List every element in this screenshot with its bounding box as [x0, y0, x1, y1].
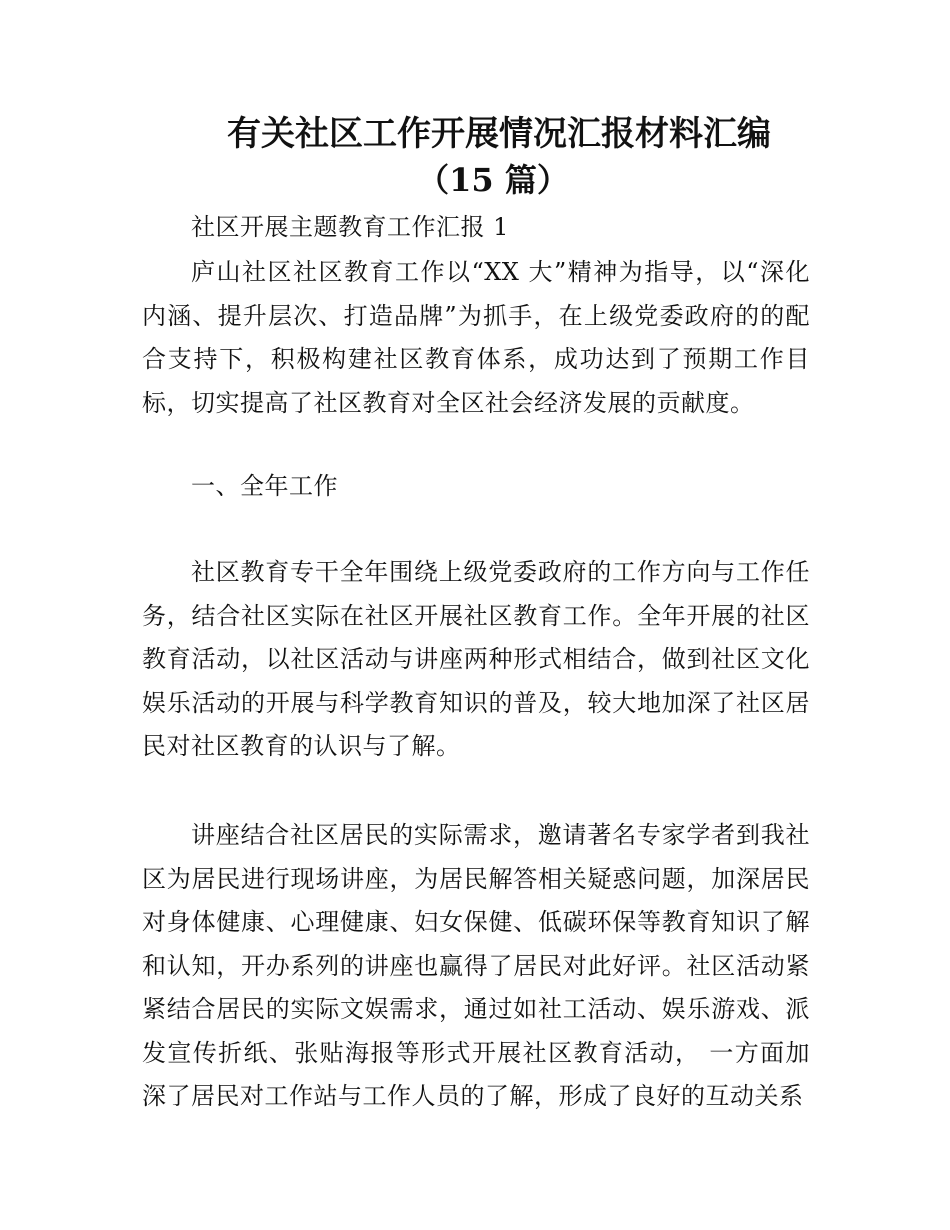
- paragraph-annual-work: 社区教育专干全年围绕上级党委政府的工作方向与工作任务，结合社区实际在社区开展社区教育工作。全年开展的社区教育活动，以社区活动与讲座两种形式相结合，做到社区文化娱乐活动的开展与科学教育知识的普及，较大地加深了社区居民对社区教育的认识与了解。: [142, 558, 810, 760]
- document-title: 有关社区工作开展情况汇报材料汇编: [227, 114, 771, 154]
- section-heading-annual-work: 一、全年工作: [191, 472, 338, 500]
- section-subtitle: 社区开展主题教育工作汇报 1: [191, 213, 509, 241]
- document-title-count: （15 篇）: [417, 161, 569, 199]
- paragraph-lectures: 讲座结合社区居民的实际需求，邀请著名专家学者到我社区为居民进行现场讲座，为居民解答相关疑惑问题，加深居民对身体健康、心理健康、妇女保健、低碳环保等教育知识了解和认知，开办系列的讲座也赢得了居民对此好评。社区活动紧紧结合居民的实际文娱需求，通过如社工活动、娱乐游戏、派发宣传折纸、张贴海报等形式开展社区教育活动， 一方面加深了居民对工作站与工作人员的了解，形成了良好的互动关系: [142, 821, 810, 1110]
- paragraph-intro: 庐山社区社区教育工作以“XX 大”精神为指导，以“深化内涵、提升层次、打造品牌”为抓手，在上级党委政府的的配合支持下，积极构建社区教育体系，成功达到了预期工作目标，切实提高了社区教育对全区社会经济发展的贡献度。: [142, 258, 810, 417]
